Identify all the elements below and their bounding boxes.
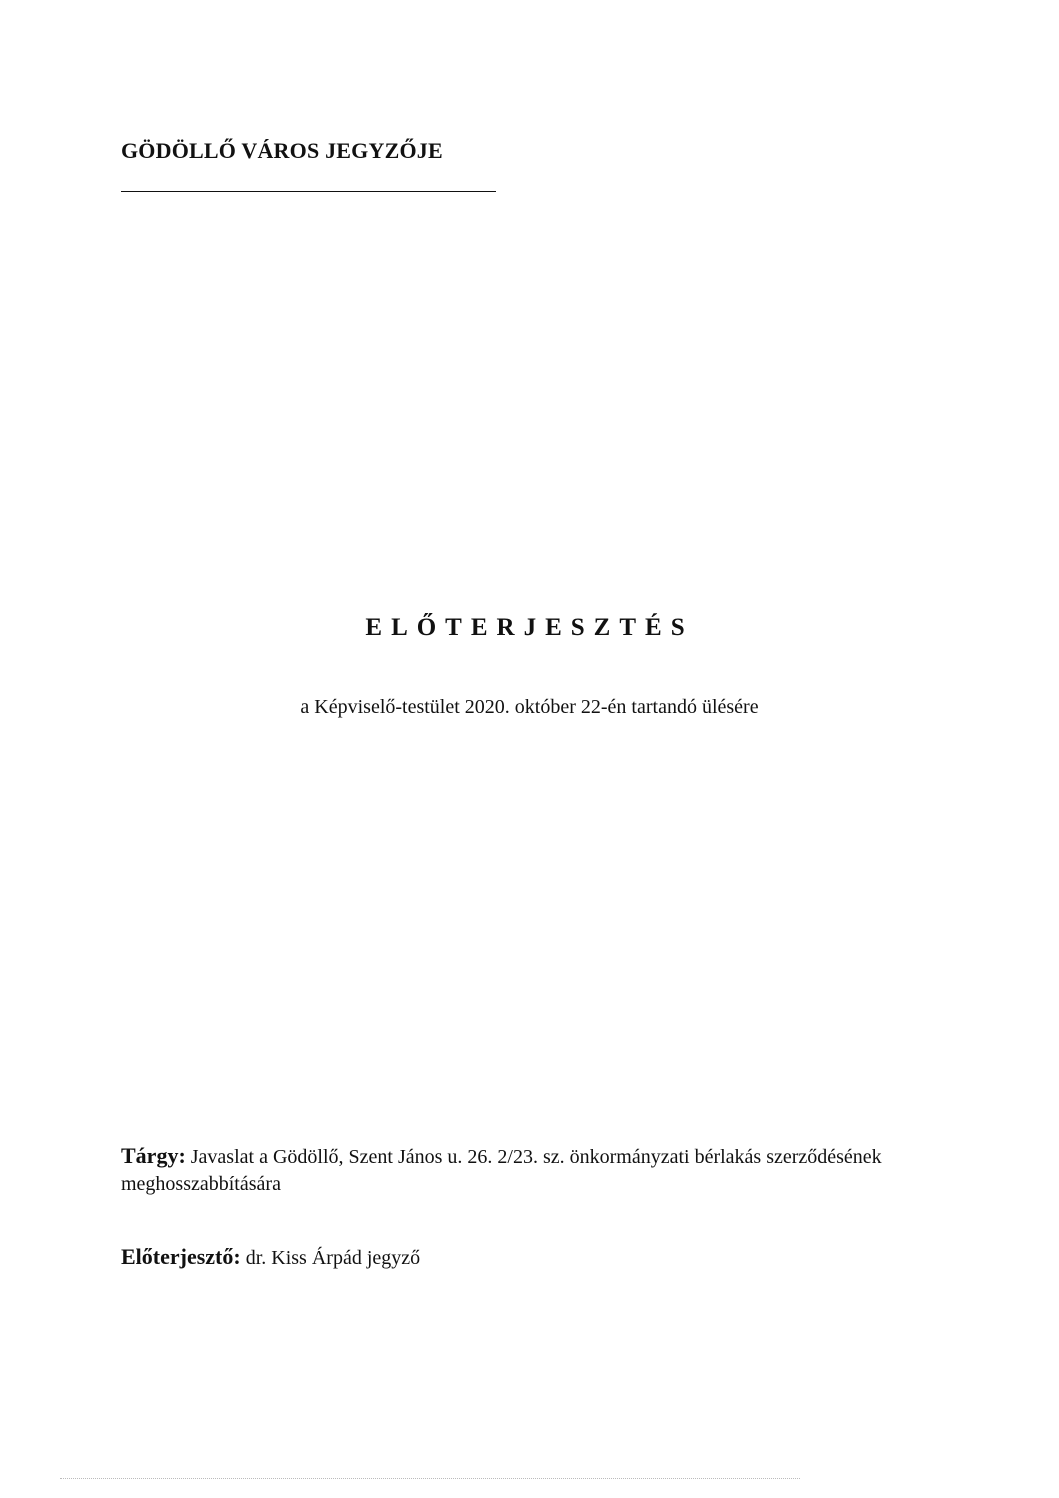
- document-subheading: a Képviselő-testület 2020. október 22-én tartandó ülésére: [300, 696, 759, 718]
- presenter-line: [121, 1244, 420, 1270]
- header-divider: [121, 191, 496, 192]
- presenter-label: Előterjesztő:: [121, 1244, 241, 1269]
- scan-artifact-line: [60, 1478, 800, 1479]
- subject-paragraph: [121, 1142, 901, 1198]
- issuer-title: GÖDÖLLŐ VÁROS JEGYZŐJE: [121, 138, 443, 163]
- subject-text: Javaslat a Gödöllő, Szent János u. 26. 2/23. sz. önkormányzati bérlakás szerződésének meghosszabbítására: [121, 1146, 882, 1195]
- subject-label: Tárgy:: [121, 1143, 186, 1168]
- document-heading: ELŐTERJESZTÉS: [365, 614, 694, 641]
- presenter-text: dr. Kiss Árpád jegyző: [245, 1247, 421, 1269]
